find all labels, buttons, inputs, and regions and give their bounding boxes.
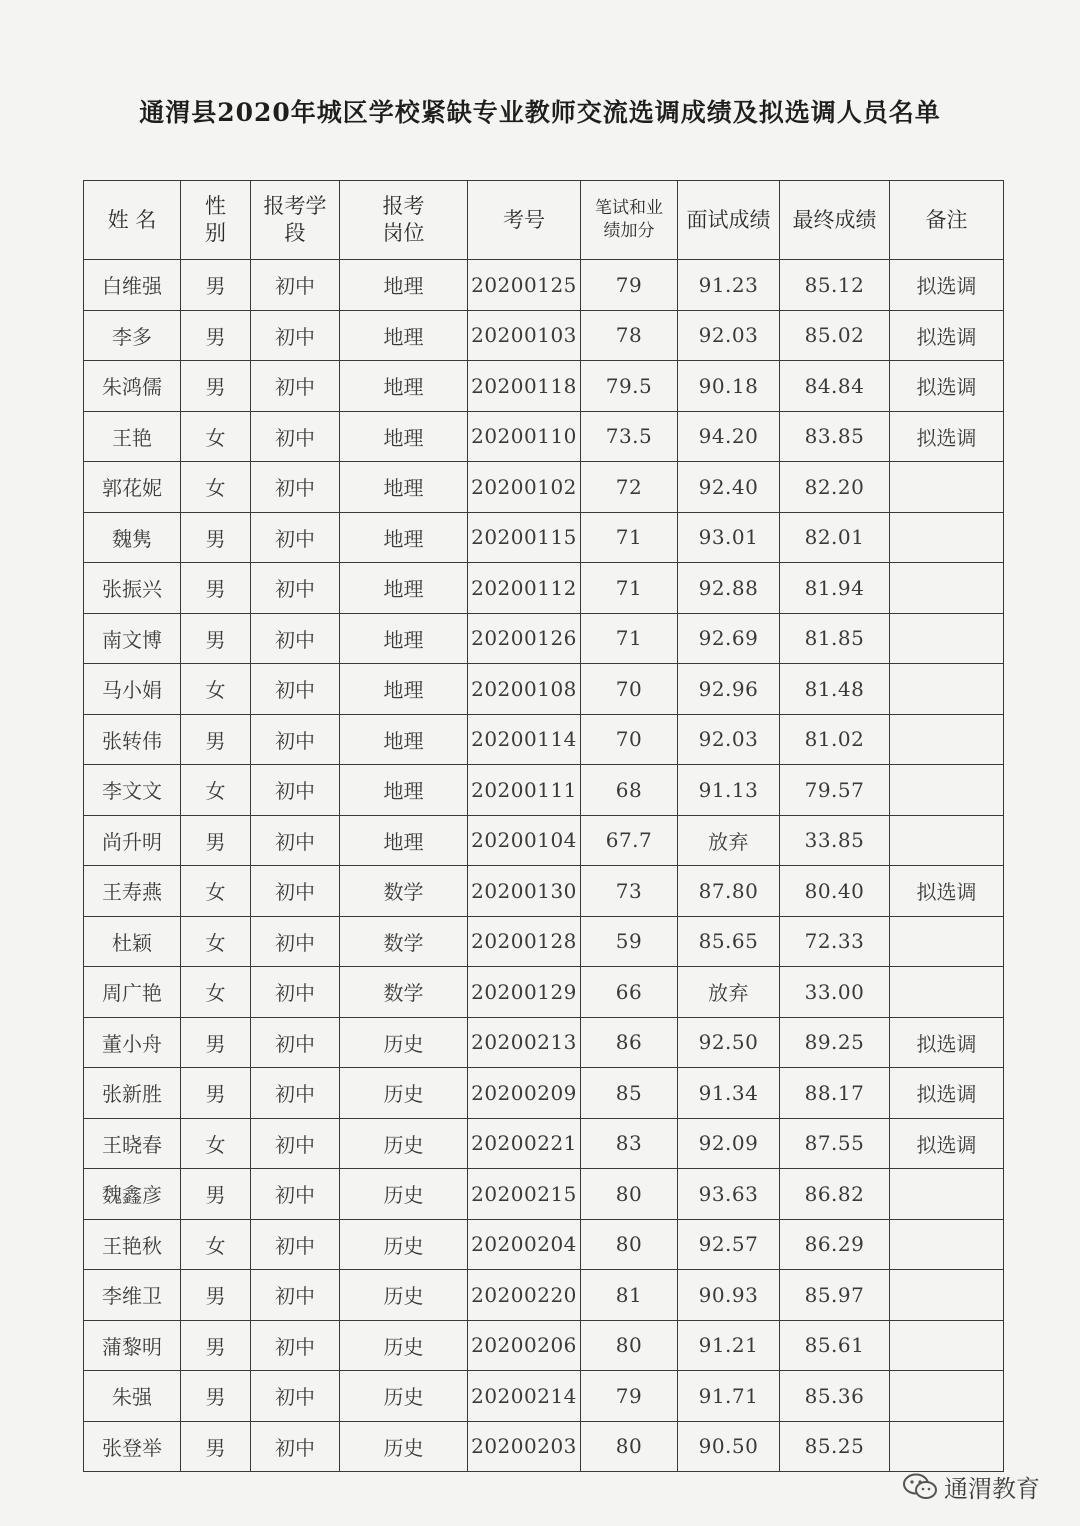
cell-final-score: 85.12 — [780, 260, 890, 311]
cell-final-score: 86.29 — [780, 1219, 890, 1270]
cell-final-score: 82.01 — [780, 512, 890, 563]
cell-exam-id: 20200209 — [468, 1068, 581, 1119]
cell-name: 郭花妮 — [84, 462, 181, 513]
cell-post: 地理 — [340, 310, 468, 361]
cell-written-score: 68 — [581, 765, 678, 816]
cell-interview-score: 91.13 — [678, 765, 780, 816]
cell-level: 初中 — [251, 1017, 340, 1068]
cell-note — [890, 815, 1004, 866]
cell-interview-score: 92.09 — [678, 1118, 780, 1169]
cell-note — [890, 967, 1004, 1018]
cell-written-score: 78 — [581, 310, 678, 361]
cell-gender: 男 — [181, 310, 251, 361]
cell-level: 初中 — [251, 1320, 340, 1371]
cell-interview-score: 90.18 — [678, 361, 780, 412]
table-row — [84, 613, 1004, 664]
cell-final-score: 72.33 — [780, 916, 890, 967]
cell-name: 张新胜 — [84, 1068, 181, 1119]
cell-name: 张振兴 — [84, 563, 181, 614]
cell-written-score: 71 — [581, 563, 678, 614]
cell-name: 王艳 — [84, 411, 181, 462]
table-row — [84, 1169, 1004, 1220]
cell-interview-score: 93.01 — [678, 512, 780, 563]
cell-note — [890, 512, 1004, 563]
cell-name: 南文博 — [84, 613, 181, 664]
cell-gender: 男 — [181, 1068, 251, 1119]
table-row — [84, 1118, 1004, 1169]
cell-note — [890, 563, 1004, 614]
cell-exam-id: 20200128 — [468, 916, 581, 967]
cell-interview-score: 92.50 — [678, 1017, 780, 1068]
table-row — [84, 411, 1004, 462]
cell-note: 拟选调 — [890, 361, 1004, 412]
cell-note — [890, 1320, 1004, 1371]
watermark-text: 通渭教育 — [944, 1475, 1040, 1503]
table-row — [84, 310, 1004, 361]
cell-written-score: 70 — [581, 714, 678, 765]
cell-exam-id: 20200203 — [468, 1421, 581, 1472]
table-row — [84, 866, 1004, 917]
cell-gender: 女 — [181, 866, 251, 917]
document-title: 通渭县2020年城区学校紧缺专业教师交流选调成绩及拟选调人员名单 — [139, 98, 941, 127]
cell-level: 初中 — [251, 462, 340, 513]
cell-final-score: 82.20 — [780, 462, 890, 513]
table-row — [84, 1371, 1004, 1422]
header-interview-score: 面试成绩 — [678, 181, 780, 260]
cell-exam-id: 20200112 — [468, 563, 581, 614]
cell-written-score: 83 — [581, 1118, 678, 1169]
cell-level: 初中 — [251, 1270, 340, 1321]
cell-post: 地理 — [340, 512, 468, 563]
cell-interview-score: 放弃 — [678, 967, 780, 1018]
cell-note — [890, 613, 1004, 664]
cell-level: 初中 — [251, 815, 340, 866]
cell-interview-score: 92.96 — [678, 664, 780, 715]
cell-gender: 女 — [181, 967, 251, 1018]
cell-name: 王寿燕 — [84, 866, 181, 917]
cell-final-score: 81.94 — [780, 563, 890, 614]
cell-written-score: 71 — [581, 512, 678, 563]
cell-level: 初中 — [251, 1421, 340, 1472]
cell-note — [890, 714, 1004, 765]
cell-final-score: 81.85 — [780, 613, 890, 664]
table-row — [84, 714, 1004, 765]
cell-note — [890, 462, 1004, 513]
cell-level: 初中 — [251, 664, 340, 715]
cell-written-score: 67.7 — [581, 815, 678, 866]
cell-gender: 男 — [181, 563, 251, 614]
cell-level: 初中 — [251, 613, 340, 664]
cell-written-score: 73.5 — [581, 411, 678, 462]
cell-written-score: 72 — [581, 462, 678, 513]
cell-written-score: 80 — [581, 1169, 678, 1220]
cell-exam-id: 20200118 — [468, 361, 581, 412]
cell-name: 尚升明 — [84, 815, 181, 866]
cell-final-score: 79.57 — [780, 765, 890, 816]
cell-name: 张转伟 — [84, 714, 181, 765]
cell-name: 魏隽 — [84, 512, 181, 563]
cell-written-score: 59 — [581, 916, 678, 967]
cell-note — [890, 664, 1004, 715]
cell-exam-id: 20200126 — [468, 613, 581, 664]
header-level: 报考学 段 — [251, 181, 340, 260]
cell-gender: 女 — [181, 765, 251, 816]
cell-name: 李维卫 — [84, 1270, 181, 1321]
cell-final-score: 81.02 — [780, 714, 890, 765]
cell-note: 拟选调 — [890, 1068, 1004, 1119]
cell-final-score: 85.61 — [780, 1320, 890, 1371]
cell-level: 初中 — [251, 1169, 340, 1220]
cell-post: 历史 — [340, 1219, 468, 1270]
table-row — [84, 967, 1004, 1018]
cell-post: 地理 — [340, 714, 468, 765]
cell-gender: 男 — [181, 815, 251, 866]
table-header-row — [84, 181, 1004, 260]
cell-interview-score: 87.80 — [678, 866, 780, 917]
cell-exam-id: 20200215 — [468, 1169, 581, 1220]
header-name: 姓 名 — [84, 181, 181, 260]
header-final-score: 最终成绩 — [780, 181, 890, 260]
cell-post: 地理 — [340, 361, 468, 412]
cell-final-score: 33.85 — [780, 815, 890, 866]
cell-post: 数学 — [340, 967, 468, 1018]
cell-gender: 男 — [181, 1017, 251, 1068]
cell-final-score: 33.00 — [780, 967, 890, 1018]
cell-post: 地理 — [340, 563, 468, 614]
cell-note: 拟选调 — [890, 260, 1004, 311]
cell-final-score: 80.40 — [780, 866, 890, 917]
results-table — [83, 180, 1004, 1472]
cell-final-score: 83.85 — [780, 411, 890, 462]
table-row — [84, 260, 1004, 311]
cell-name: 周广艳 — [84, 967, 181, 1018]
table-body — [84, 260, 1004, 1472]
cell-post: 地理 — [340, 613, 468, 664]
cell-post: 数学 — [340, 916, 468, 967]
cell-final-score: 85.02 — [780, 310, 890, 361]
cell-written-score: 79 — [581, 1371, 678, 1422]
cell-name: 李多 — [84, 310, 181, 361]
header-written-score: 笔试和业 绩加分 — [581, 181, 678, 260]
header-note: 备注 — [890, 181, 1004, 260]
cell-final-score: 87.55 — [780, 1118, 890, 1169]
cell-post: 历史 — [340, 1371, 468, 1422]
cell-exam-id: 20200204 — [468, 1219, 581, 1270]
cell-written-score: 80 — [581, 1421, 678, 1472]
cell-note — [890, 1270, 1004, 1321]
cell-exam-id: 20200129 — [468, 967, 581, 1018]
table-row — [84, 1421, 1004, 1472]
cell-interview-score: 91.23 — [678, 260, 780, 311]
cell-interview-score: 92.03 — [678, 310, 780, 361]
cell-name: 张登举 — [84, 1421, 181, 1472]
cell-level: 初中 — [251, 765, 340, 816]
cell-level: 初中 — [251, 361, 340, 412]
cell-final-score: 89.25 — [780, 1017, 890, 1068]
cell-gender: 女 — [181, 664, 251, 715]
cell-written-score: 70 — [581, 664, 678, 715]
cell-name: 王艳秋 — [84, 1219, 181, 1270]
header-post: 报考 岗位 — [340, 181, 468, 260]
cell-final-score: 88.17 — [780, 1068, 890, 1119]
cell-exam-id: 20200125 — [468, 260, 581, 311]
table-row — [84, 462, 1004, 513]
cell-final-score: 86.82 — [780, 1169, 890, 1220]
cell-level: 初中 — [251, 563, 340, 614]
wechat-official-account-icon — [902, 1472, 938, 1502]
cell-interview-score: 92.69 — [678, 613, 780, 664]
cell-final-score: 81.48 — [780, 664, 890, 715]
cell-gender: 男 — [181, 512, 251, 563]
cell-gender: 男 — [181, 1371, 251, 1422]
table-row — [84, 1068, 1004, 1119]
cell-note — [890, 1421, 1004, 1472]
cell-note — [890, 765, 1004, 816]
cell-level: 初中 — [251, 1371, 340, 1422]
header-gender: 性 别 — [181, 181, 251, 260]
cell-gender: 男 — [181, 714, 251, 765]
cell-interview-score: 92.88 — [678, 563, 780, 614]
cell-level: 初中 — [251, 866, 340, 917]
cell-post: 历史 — [340, 1270, 468, 1321]
cell-post: 地理 — [340, 260, 468, 311]
cell-interview-score: 91.21 — [678, 1320, 780, 1371]
cell-written-score: 81 — [581, 1270, 678, 1321]
cell-exam-id: 20200104 — [468, 815, 581, 866]
cell-final-score: 84.84 — [780, 361, 890, 412]
table-row — [84, 563, 1004, 614]
header-exam-id: 考号 — [468, 181, 581, 260]
cell-exam-id: 20200114 — [468, 714, 581, 765]
cell-written-score: 80 — [581, 1219, 678, 1270]
cell-name: 朱强 — [84, 1371, 181, 1422]
cell-post: 地理 — [340, 664, 468, 715]
cell-note — [890, 916, 1004, 967]
cell-name: 杜颖 — [84, 916, 181, 967]
cell-interview-score: 90.50 — [678, 1421, 780, 1472]
table-row — [84, 1017, 1004, 1068]
cell-level: 初中 — [251, 310, 340, 361]
cell-post: 地理 — [340, 462, 468, 513]
cell-gender: 女 — [181, 1219, 251, 1270]
cell-name: 白维强 — [84, 260, 181, 311]
table-row — [84, 1270, 1004, 1321]
cell-post: 数学 — [340, 866, 468, 917]
cell-final-score: 85.97 — [780, 1270, 890, 1321]
cell-level: 初中 — [251, 512, 340, 563]
table-row — [84, 916, 1004, 967]
cell-gender: 男 — [181, 1270, 251, 1321]
cell-written-score: 79.5 — [581, 361, 678, 412]
cell-note — [890, 1371, 1004, 1422]
cell-level: 初中 — [251, 411, 340, 462]
cell-written-score: 80 — [581, 1320, 678, 1371]
cell-final-score: 85.36 — [780, 1371, 890, 1422]
cell-written-score: 79 — [581, 260, 678, 311]
cell-note: 拟选调 — [890, 1017, 1004, 1068]
cell-exam-id: 20200221 — [468, 1118, 581, 1169]
cell-gender: 男 — [181, 260, 251, 311]
cell-exam-id: 20200108 — [468, 664, 581, 715]
cell-interview-score: 91.34 — [678, 1068, 780, 1119]
cell-interview-score: 85.65 — [678, 916, 780, 967]
cell-gender: 男 — [181, 613, 251, 664]
table-row — [84, 765, 1004, 816]
cell-exam-id: 20200206 — [468, 1320, 581, 1371]
table-row — [84, 1320, 1004, 1371]
watermark — [902, 1469, 1040, 1504]
cell-post: 历史 — [340, 1320, 468, 1371]
cell-post: 地理 — [340, 411, 468, 462]
cell-exam-id: 20200103 — [468, 310, 581, 361]
cell-interview-score: 92.57 — [678, 1219, 780, 1270]
cell-gender: 女 — [181, 411, 251, 462]
cell-exam-id: 20200115 — [468, 512, 581, 563]
cell-note — [890, 1169, 1004, 1220]
cell-interview-score: 93.63 — [678, 1169, 780, 1220]
cell-exam-id: 20200110 — [468, 411, 581, 462]
cell-note: 拟选调 — [890, 411, 1004, 462]
cell-exam-id: 20200102 — [468, 462, 581, 513]
table-row — [84, 1219, 1004, 1270]
cell-interview-score: 94.20 — [678, 411, 780, 462]
cell-exam-id: 20200111 — [468, 765, 581, 816]
cell-gender: 男 — [181, 1169, 251, 1220]
table-row — [84, 815, 1004, 866]
cell-post: 地理 — [340, 765, 468, 816]
cell-gender: 女 — [181, 1118, 251, 1169]
cell-name: 李文文 — [84, 765, 181, 816]
table-row — [84, 361, 1004, 412]
cell-level: 初中 — [251, 916, 340, 967]
cell-post: 历史 — [340, 1017, 468, 1068]
cell-final-score: 85.25 — [780, 1421, 890, 1472]
cell-name: 王晓春 — [84, 1118, 181, 1169]
cell-gender: 男 — [181, 1320, 251, 1371]
cell-level: 初中 — [251, 260, 340, 311]
cell-name: 魏鑫彦 — [84, 1169, 181, 1220]
cell-interview-score: 92.40 — [678, 462, 780, 513]
cell-level: 初中 — [251, 1068, 340, 1119]
cell-exam-id: 20200130 — [468, 866, 581, 917]
cell-exam-id: 20200220 — [468, 1270, 581, 1321]
cell-name: 马小娟 — [84, 664, 181, 715]
cell-written-score: 85 — [581, 1068, 678, 1119]
cell-gender: 男 — [181, 361, 251, 412]
cell-note — [890, 1219, 1004, 1270]
cell-level: 初中 — [251, 1118, 340, 1169]
cell-note: 拟选调 — [890, 310, 1004, 361]
cell-interview-score: 92.03 — [678, 714, 780, 765]
cell-post: 历史 — [340, 1118, 468, 1169]
cell-written-score: 73 — [581, 866, 678, 917]
cell-exam-id: 20200214 — [468, 1371, 581, 1422]
table-row — [84, 512, 1004, 563]
cell-gender: 男 — [181, 1421, 251, 1472]
cell-name: 董小舟 — [84, 1017, 181, 1068]
cell-note: 拟选调 — [890, 1118, 1004, 1169]
cell-gender: 女 — [181, 462, 251, 513]
cell-exam-id: 20200213 — [468, 1017, 581, 1068]
cell-name: 朱鸿儒 — [84, 361, 181, 412]
cell-name: 蒲黎明 — [84, 1320, 181, 1371]
cell-post: 历史 — [340, 1068, 468, 1119]
cell-post: 历史 — [340, 1421, 468, 1472]
cell-level: 初中 — [251, 967, 340, 1018]
cell-level: 初中 — [251, 1219, 340, 1270]
cell-written-score: 66 — [581, 967, 678, 1018]
cell-interview-score: 90.93 — [678, 1270, 780, 1321]
cell-post: 地理 — [340, 815, 468, 866]
cell-level: 初中 — [251, 714, 340, 765]
cell-gender: 女 — [181, 916, 251, 967]
cell-interview-score: 91.71 — [678, 1371, 780, 1422]
cell-note: 拟选调 — [890, 866, 1004, 917]
cell-written-score: 71 — [581, 613, 678, 664]
cell-post: 历史 — [340, 1169, 468, 1220]
table-row — [84, 664, 1004, 715]
cell-interview-score: 放弃 — [678, 815, 780, 866]
cell-written-score: 86 — [581, 1017, 678, 1068]
